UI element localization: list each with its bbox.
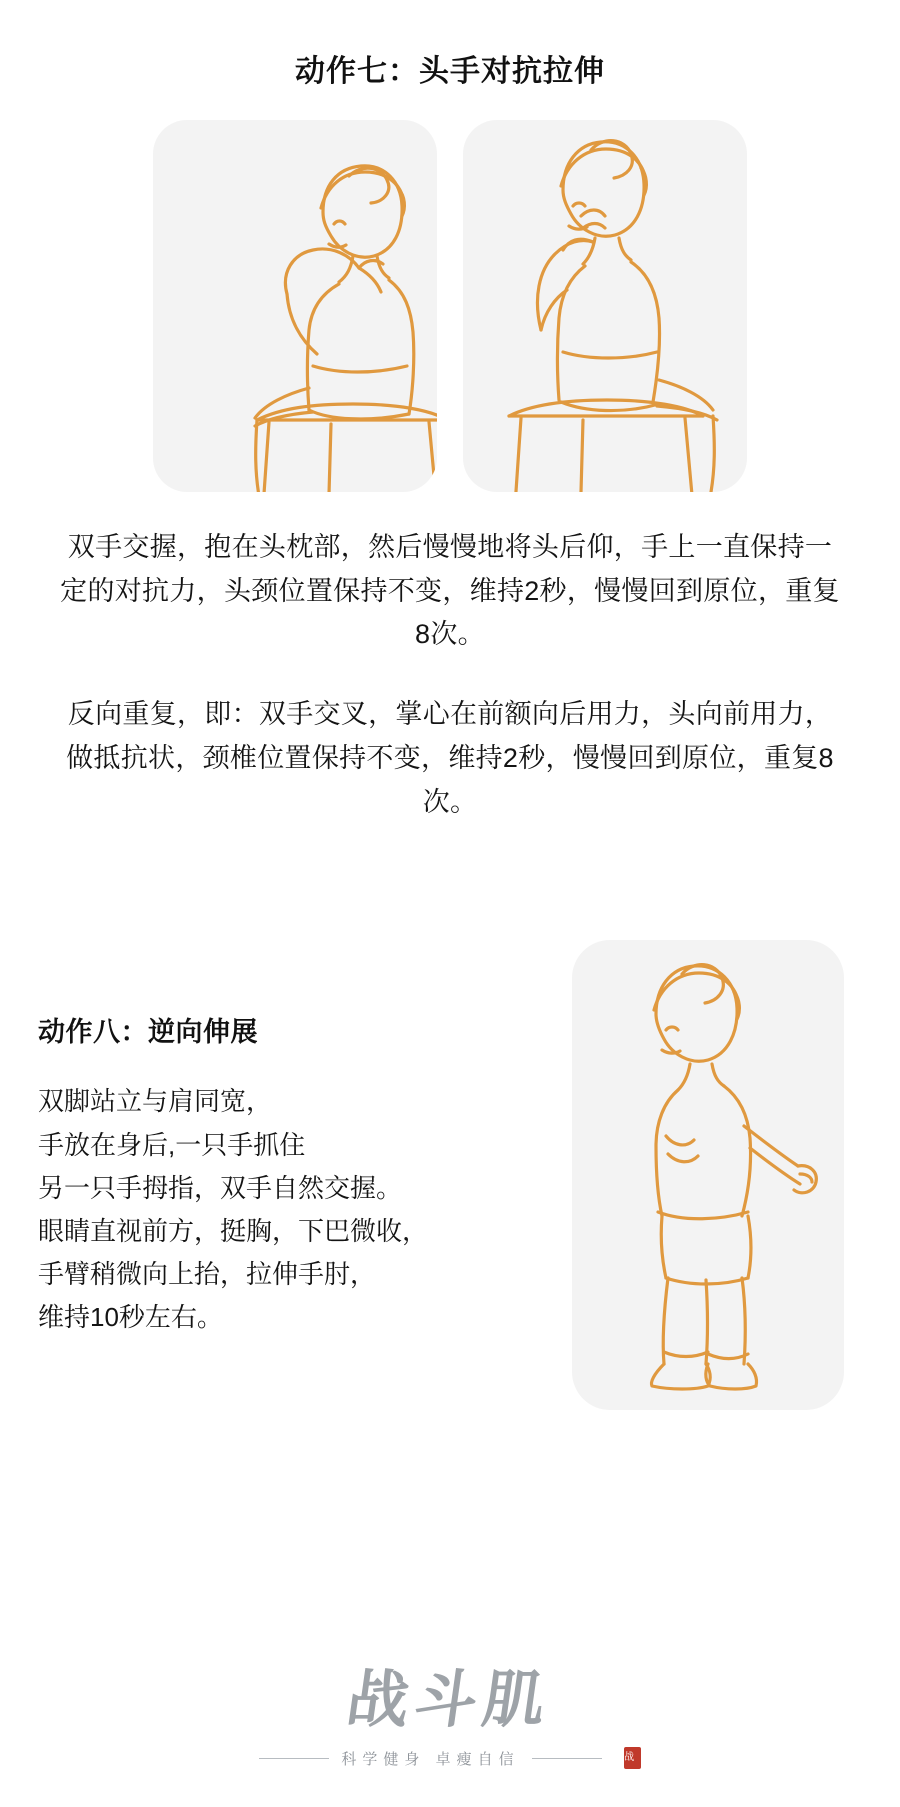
section-seven-title: 动作七：头手对抗拉伸 — [295, 55, 605, 88]
section-seven-paragraph-1: 双手交握，抱在头枕部，然后慢慢地将头后仰，手上一直保持一定的对抗力，头颈位置保持不变，维持2秒，慢慢回到原位，重复8次。 — [60, 532, 840, 650]
brand-logo-subtitle — [0, 1747, 900, 1769]
section-eight-line-3: 另一只手拇指，双手自然交握。 — [38, 1172, 403, 1203]
section-eight-title: 动作八：逆向伸展 — [38, 1017, 258, 1048]
logo-rule-left — [259, 1758, 329, 1759]
section-eight-line-4: 眼睛直视前方，挺胸，下巴微收， — [38, 1215, 429, 1246]
logo-rule-right — [532, 1758, 602, 1759]
brand-logo-main: 战斗肌 — [342, 1663, 557, 1736]
illustration-card-1 — [153, 120, 437, 492]
brand-stamp-icon: 战 — [624, 1747, 641, 1769]
brand-logo-slogan: 科学健身 卓瘦自信 — [341, 1750, 520, 1768]
seated-neck-stretch-back-icon — [153, 120, 437, 492]
section-eight — [0, 940, 900, 1460]
illustration-card-2 — [463, 120, 747, 492]
section-seven-paragraph-2: 反向重复，即：双手交叉，掌心在前额向后用力，头向前用力，做抵抗状，颈椎位置保持不变，维持2秒，慢慢回到原位，重复8次。 — [66, 699, 834, 817]
section-seven — [0, 0, 900, 824]
section-seven-illustration-row — [0, 120, 900, 492]
brand-logo — [0, 1650, 900, 1769]
section-eight-line-6: 维持10秒左右。 — [38, 1302, 223, 1333]
illustration-card-3 — [572, 940, 844, 1410]
section-eight-line-1: 双脚站立与肩同宽， — [38, 1086, 273, 1117]
section-eight-line-5: 手臂稍微向上抬，拉伸手肘， — [38, 1259, 377, 1290]
standing-reverse-stretch-icon — [572, 940, 844, 1410]
seated-neck-stretch-side-icon — [463, 120, 747, 492]
section-eight-text — [38, 1080, 558, 1339]
section-eight-line-2: 手放在身后,一只手抓住 — [38, 1129, 306, 1160]
